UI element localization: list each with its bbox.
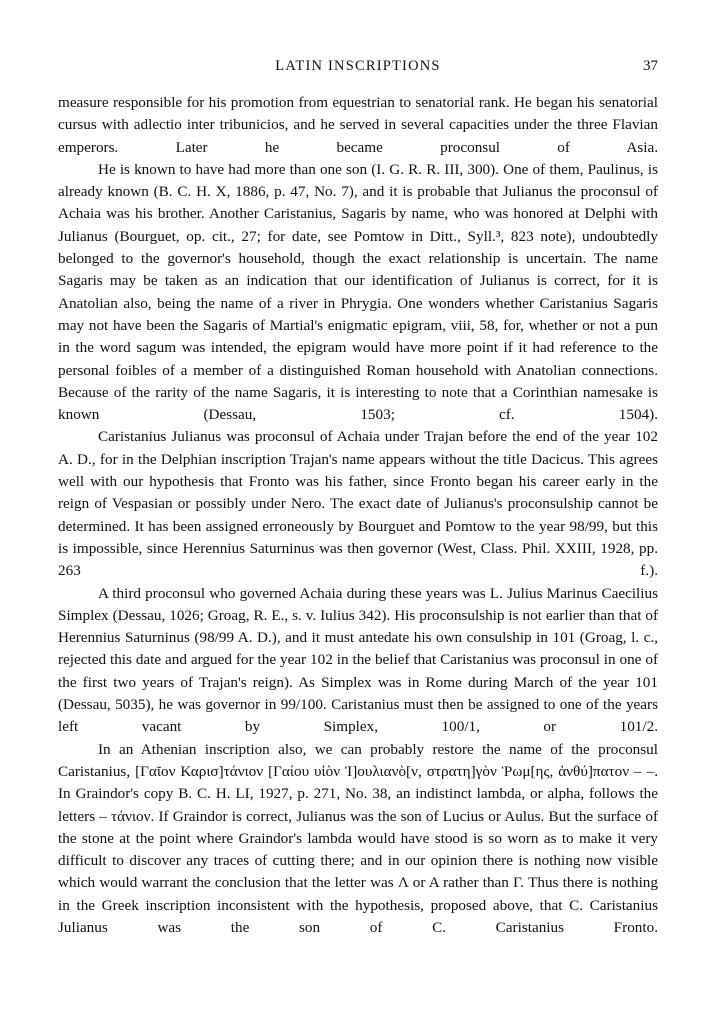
page-number: 37 (643, 58, 658, 74)
paragraph-continuation: measure responsible for his promotion from equestrian to senatorial rank. He began his senatorial cursus with adlectio inter tribunicios, and he served in several capacities under the three Flavian emperors. Later he became proconsul of Asia. (58, 94, 658, 156)
paragraph-proconsulship-date: Caristanius Julianus was proconsul of Achaia under Trajan before the end of the year 102 A. D., for in the Delphian inscription Trajan's name appears without the title Dacicus. This agrees well with our hypothesis that Fronto was his father, since Fronto began his career early in the reign of Vespasian or possibly under Nero. The exact date of Julianus's proconsulship cannot be determined. It has been assigned erroneously by Bourguet and Pomtow to the year 98/99, but this is impossible, since Herennius Saturninus was then governor (West, Class. Phil. XXIII, 1928, pp. 263 f.). (58, 428, 658, 580)
paragraph-simplex: A third proconsul who governed Achaia during these years was L. Julius Marinus Caecilius Simplex (Dessau, 1026; Groag, R. E., s. v. Iulius 342). His proconsulship is not earlier than that of Herennius Saturninus (98/99 A. D.), and it must antedate his own consulship in 101 (Groag, l. c., rejected this date and argued for the year 102 in the belief that Caristanius was proconsul in one of the first two years of Trajan's reign). As Simplex was in Rome during March of the year 101 (Dessau, 5035), he was governor in 99/100. Caristanius must then be assigned to one of the years left vacant by Simplex, 100/1, or 101/2. (58, 584, 658, 736)
paragraph-sons: He is known to have had more than one son (I. G. R. R. III, 300). One of them, Paulinus, is already known (B. C. H. X, 1886, p. 47, No. 7), and it is probable that Julianus the proconsul of Achaia was his brother. Another Caristanius, Sagaris by name, who was honored at Delphi with Julianus (Bourguet, op. cit., 27; for date, see Pomtow in Ditt., Syll.³, 823 note), undoubtedly belonged to the governor's household, though the exact relationship is uncertain. The name Sagaris may be taken as an indication that our identification of Julianus is correct, for it is Anatolian also, being the name of a river in Phrygia. One wonders whether Caristanius Sagaris may not have been the Sagaris of Martial's enigmatic epigram, viii, 58, for, whether or not a pun in the word sagum was intended, the epigram would have more point if it had reference to the personal foibles of a member of a distinguished Roman household with Anatolian connections. Because of the rarity of the name Sagaris, it is interesting to note that a Corinthian namesake is known (Dessau, 1503; cf. 1504). (58, 160, 658, 424)
paragraph-athenian-inscription: In an Athenian inscription also, we can probably restore the name of the proconsul Caristanius, [Γαῖον Καρισ]τάνιον [Γαίου υἱὸν Ἰ]ουλιανὸ[ν, στρατη]γὸν Ῥωμ[ης, ἀνθύ]πατον – –. In Graindor's copy B. C. H. LI, 1927, p. 271, No. 38, an indistinct lambda, or alpha, follows the letters – τάνιον. If Graindor is correct, Julianus was the son of Lucius or Aulus. But the surface of the stone at the point where Graindor's lambda would have stood is so worn as to make it very difficult to discover any traces of cutting there; and in our opinion there is nothing now visible which would warrant the conclusion that the letter was Λ or A rather than Γ. Thus there is nothing in the Greek inscription inconsistent with the hypothesis, proposed above, that C. Caristanius Julianus was the son of C. Caristanius Fronto. (58, 740, 658, 936)
body-text (58, 92, 658, 939)
running-head: LATIN INSCRIPTIONS (275, 58, 441, 74)
page-header (58, 58, 658, 78)
